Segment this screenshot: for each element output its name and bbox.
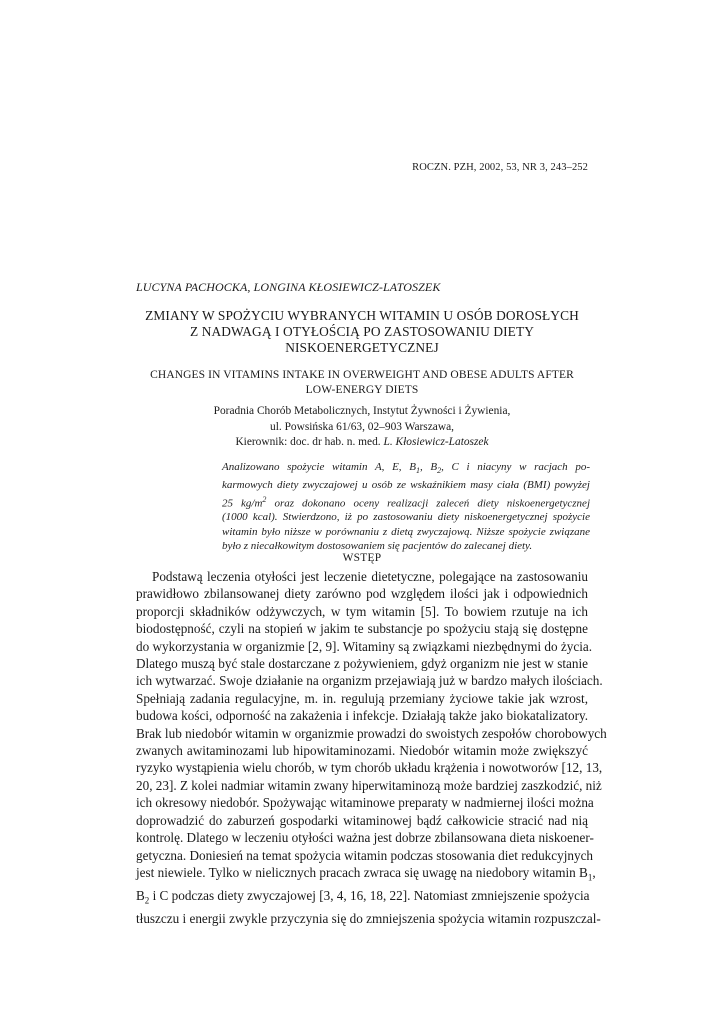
body-line: Podstawą leczenia otyłości jest leczenie dietetyczne, polegające na zastosowaniu — [152, 569, 588, 584]
title-english-line: LOW-ENERGY DIETS — [305, 383, 419, 396]
section-heading: WSTĘP — [342, 552, 382, 564]
abstract — [222, 460, 590, 553]
body-line: Spełniają zadania regulacyjne, m. in. regulują przemiany życiowe takie jak wzrost, — [136, 690, 588, 706]
head-name: L. Kłosiewicz-Latoszek — [383, 436, 489, 449]
body-line: $B_2$ i C podczas diety zwyczajowej [3, 4, 16, 18, 22]. Natomiast zmniejszenie spożycia — [136, 887, 590, 906]
abstract-line: karmowych diety zwyczajowej u osób ze wskaźnikiem masy ciała (BMI) powyżej — [222, 479, 590, 492]
body-line: jest niewiele. Tylko w nielicznych pracach zwraca się uwagę na niedobory witamin $B_1$, — [136, 864, 596, 883]
body-line: proporcji składników odżywczych, w tym witamin [5]. To bowiem rzutuje na ich — [136, 603, 588, 619]
title-polish — [136, 308, 588, 356]
body-line: tłuszczu i energii zwykle przyczynia się do zmniejszenia spożycia witamin rozpuszczal- — [136, 911, 601, 926]
affiliation — [136, 404, 588, 451]
authors: LUCYNA PACHOCKA, LONGINA KŁOSIEWICZ-LATOSZEK — [136, 280, 441, 294]
body-line: ich okresowy niedobór. Spożywając witaminowe preparaty w nadmiernej ilości można — [136, 795, 594, 811]
affiliation-line: ul. Powsińska 61/63, 02–903 Warszawa, — [270, 420, 454, 433]
affiliation-line: Poradnia Chorób Metabolicznych, Instytut Żywności i Żywienia, — [213, 405, 511, 417]
title-english — [136, 368, 588, 397]
body-line: prawidłowo zbilansowanej diety zarówno pod względem ilości jak i odpowiednich — [136, 586, 588, 602]
abstract-line: 25 $kg/m^2$ oraz dokonano oceny realizacji zaleceń diety niskoenergetycznej — [222, 494, 590, 510]
title-english-line: CHANGES IN VITAMINS INTAKE IN OVERWEIGHT AND OBESE ADULTS AFTER — [150, 369, 574, 381]
body-line: getyczna. Doniesień na temat spożycia witamin podczas stosowania diet redukcyjnych — [136, 847, 594, 863]
affiliation-line — [136, 435, 588, 451]
abstract-line: było z niecałkowitym dostosowaniem się pacjentów do zalecanej diety. — [222, 539, 533, 552]
body-line: Dlatego muszą być stale dostarczane z pożywieniem, gdyż organizm nie jest w stanie — [136, 656, 588, 672]
body-text — [136, 568, 607, 927]
body-line: 20, 23]. Z kolei nadmiar witamin zwany hiperwitaminozą może bardziej zaszkodzić, niż — [136, 777, 602, 793]
abstract-line: witamin było niższe w porównaniu z dietą zwyczajową. Niższe spożycie związane — [222, 525, 590, 538]
body-line: ich wytwarzać. Swoje działanie na organizm przejawiają już w bardzo małych ilościach. — [136, 673, 603, 689]
abstract-line: Analizowano spożycie witamin A, E, $B_1$, $B_2$, C i niacyny w racjach po- — [222, 461, 590, 476]
title-polish-line: Z NADWAGĄ I OTYŁOŚCIĄ PO ZASTOSOWANIU DIETY — [190, 324, 534, 339]
body-line: biodostępność, czyli na stopień w jakim te substancje po spożyciu stają się dostępne — [136, 621, 588, 637]
body-line: budowa kości, odporność na zakażenia i infekcje. Działają także jako biokatalizatory. — [136, 708, 588, 724]
body-line: doprowadzić do zaburzeń gospodarki witaminowej bądź całkowicie stracić nad nią — [136, 812, 588, 828]
head-label: Kierownik: doc. dr hab. n. med. — [235, 436, 384, 449]
title-polish-line: NISKOENERGETYCZNEJ — [285, 340, 439, 355]
abstract-line: (1000 kcal). Stwierdzono, iż po zastosowaniu diety niskoenergetycznej spożycie — [222, 511, 590, 524]
body-line: ryzyko wystąpienia wielu chorób, w tym chorób układu krążenia i nowotworów [12, 13, — [136, 760, 603, 776]
body-line: do wykorzystania w organizmie [2, 9]. Witaminy są związkami niezbędnymi do życia. — [136, 638, 593, 654]
body-line: zwanych awitaminozami lub hipowitaminozami. Niedobór witamin może zwiększyć — [136, 743, 588, 759]
running-head: ROCZN. PZH, 2002, 53, NR 3, 243–252 — [412, 162, 588, 173]
body-line: Brak lub niedobór witamin w organizmie prowadzi do swoistych zespołów chorobowych — [136, 725, 607, 741]
body-line: kontrolę. Dlatego w leczeniu otyłości ważna jest dobrze zbilansowana dieta niskoener- — [136, 830, 594, 846]
title-polish-line: ZMIANY W SPOŻYCIU WYBRANYCH WITAMIN U OSÓB DOROSŁYCH — [145, 308, 579, 323]
